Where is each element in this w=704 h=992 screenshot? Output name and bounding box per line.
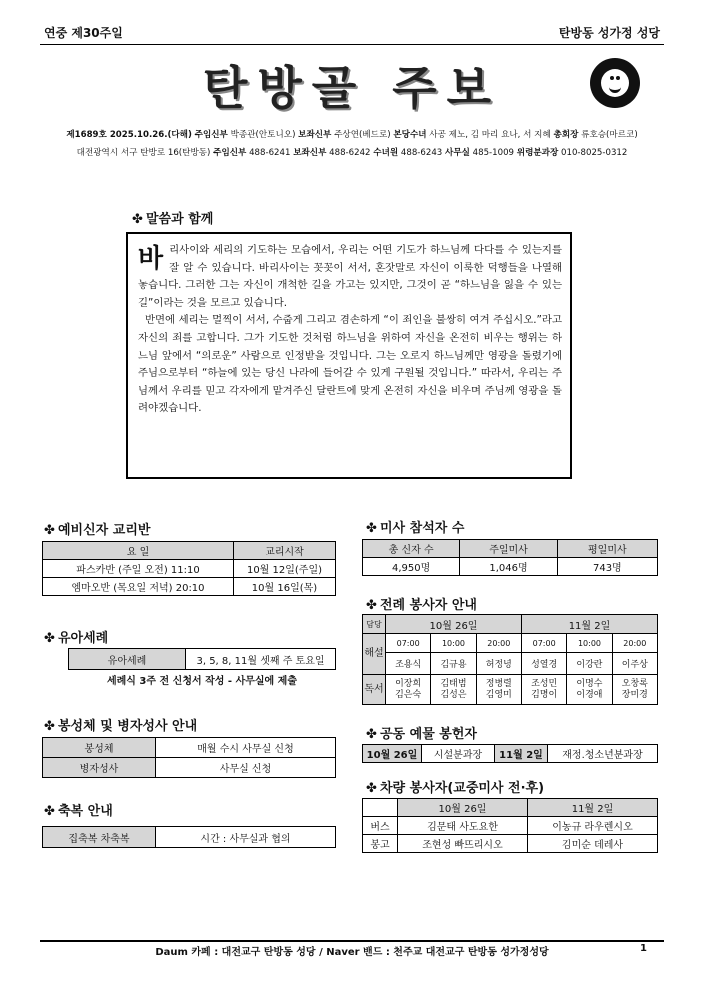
masthead-title: 탄방골 주보	[202, 61, 502, 115]
cross-bullet-icon: ✤	[366, 521, 377, 536]
cross-bullet-icon: ✤	[44, 719, 55, 734]
cross-bullet-icon: ✤	[44, 631, 55, 646]
col-day: 요 일	[43, 542, 234, 560]
cross-bullet-icon: ✤	[44, 523, 55, 538]
anoint-heading: ✤ 봉성체 및 병자성사 안내	[44, 719, 198, 734]
info-label: 수녀원	[373, 148, 399, 158]
table-row: 파스카반 (주일 오전) 11:10 10월 12일(주일)	[43, 560, 336, 578]
blessing-label: 집축복 차축복	[43, 827, 156, 848]
cross-bullet-icon: ✤	[366, 781, 377, 796]
vehicle-table: 10월 26일 11월 2일 버스 김문태 사도요한 이농규 라우렌시오 봉고 조현성 빠뜨리시오 김미순 데레사	[362, 798, 658, 853]
anoint-table	[42, 737, 336, 778]
catechumen-table	[42, 541, 336, 596]
reflection-para-2: 반면에 세리는 멀찍이 서서, 수줍게 그리고 겸손하게 “이 죄인을 불쌍히 여겨 주십시오.”라고 자신의 죄를 고합니다. 그가 기도한 것처럼 하느님을 위하여 자신을 온전히 비우는 행위는 하느님 앞에서 “의로운” 사람으로 인정받을 것입니다. 그는 오로지 하느님께만 영광을 돌렸기에 주님으로부터 “하늘에 있는 당신 나라에 들어갈 수 있게 구원될 것입니다.” 따라서, 우리는 주님께서 우리를 믿고 각자에게 맡겨주신 달란트에 맞게 온전히 자신을 비우며 주님께 영광을 돌려야겠습니다.	[138, 314, 562, 415]
reflection-para-1: 리사이와 세리의 기도하는 모습에서, 우리는 어떤 기도가 하느님께 다다를 수 있는지를 잘 알 수 있습니다. 바리사이는 꼿꼿이 서서, 혼잣말로 자신이 이룩한 덕행들을 나열해 놓습니다. 그러한 그는 자신이 개척한 길을 가고는 있지만, 그것이 곧 “하느님을 잃을 수 있는 길”이라는 것을 모르고 있습니다.	[138, 244, 562, 309]
cross-bullet-icon: ✤	[366, 727, 377, 742]
bottom-divider	[40, 940, 664, 942]
cross-bullet-icon: ✤	[132, 212, 143, 227]
blessing-table	[42, 826, 336, 848]
catechumen-heading: ✤ 예비신자 교리반	[44, 523, 151, 538]
week-label: 연중 제30주일	[44, 26, 123, 40]
info-label: 주임신부	[194, 130, 228, 140]
offering-table: 10월 26일 시설분과장 11월 2일 재정.청소년분과장	[362, 744, 658, 763]
table-row: 봉성체 매월 수시 사무실 신청	[43, 738, 336, 758]
mass-heading: ✤ 미사 참석자 수	[366, 521, 465, 536]
info-value: 류호승(마르코)	[578, 130, 638, 140]
info-label: 본당수녀	[393, 130, 427, 140]
blessing-heading: ✤ 축복 안내	[44, 804, 113, 819]
info-label: 보좌신부	[293, 148, 327, 158]
info-value: 사공 제노, 김 마리 요나, 서 지혜	[426, 130, 554, 140]
info-value: 주상연(베드로)	[331, 130, 394, 140]
infant-label: 유아세례	[69, 649, 186, 670]
reflection-heading: ✤ 말씀과 함께	[132, 212, 214, 227]
info-value: 박종관(안토니오)	[227, 130, 299, 140]
table-row: 봉고 조현성 빠뜨리시오 김미순 데레사	[363, 835, 658, 853]
infant-note: 세례식 3주 전 신청서 작성 - 사무실에 제출	[106, 676, 298, 687]
table-row: 엠마오반 (목요일 저녁) 20:10 10월 16일(목)	[43, 578, 336, 596]
info-line-1	[0, 128, 704, 140]
info-value: 488-6241	[246, 148, 294, 158]
info-label: 위령분과장	[516, 148, 559, 158]
cross-bullet-icon: ✤	[44, 804, 55, 819]
parish-name: 탄방동 성가정 성당	[558, 26, 660, 40]
info-line-2	[0, 146, 704, 158]
info-value: 488-6243	[398, 148, 446, 158]
page-number: 1	[640, 943, 647, 954]
info-label: 주임신부	[213, 148, 247, 158]
info-label: 보좌신부	[298, 130, 332, 140]
mass-table: 총 신자 수 주일미사 평일미사 4,950명 1,046명 743명	[362, 539, 658, 576]
footer-links: Daum 카페 : 대전교구 탄방동 성당 / Naver 밴드 : 천주교 대전교구 탄방동 성가정성당	[155, 947, 549, 958]
infant-schedule: 3, 5, 8, 11월 셋째 주 토요일	[186, 649, 336, 670]
drop-cap: 바	[138, 244, 164, 274]
parish-logo-icon	[590, 58, 640, 108]
cross-bullet-icon: ✤	[366, 598, 377, 613]
reflection-box	[126, 232, 572, 479]
info-value: 010-8025-0312	[558, 148, 628, 158]
infant-heading: ✤ 유아세례	[44, 631, 109, 646]
offering-heading: ✤ 공동 예물 봉헌자	[366, 727, 477, 742]
info-value: 대전광역시 서구 탄방로 16(탄방동)	[76, 148, 214, 158]
infant-table	[68, 648, 336, 670]
servers-heading: ✤ 전례 봉사자 안내	[366, 598, 477, 613]
table-row: 병자성사 사무실 신청	[43, 758, 336, 778]
info-label: 제1689호 2025.10.26.(다해)	[66, 130, 192, 140]
vehicle-heading: ✤ 차량 봉사자(교중미사 전·후)	[366, 781, 545, 796]
servers-table: 담당 10월 26일 11월 2일 해설 07:00 10:00 20:00 07:00 10:00 20:00 조용식 김규용 허정녕 성열경 이강란 이주상 독서 이장희 김은숙 김태범 김성은 정병렬 김영미 조성민 김명이 이명수 이경애 오창록 장미경	[362, 614, 658, 705]
blessing-time: 시간 : 사무실과 협의	[156, 827, 336, 848]
col-start: 교리시작	[234, 542, 336, 560]
top-divider	[40, 44, 664, 45]
info-value: 485-1009	[469, 148, 517, 158]
info-label: 총회장	[553, 130, 579, 140]
info-value: 488-6242	[326, 148, 374, 158]
table-row: 버스 김문태 사도요한 이농규 라우렌시오	[363, 817, 658, 835]
info-label: 사무실	[445, 148, 470, 158]
